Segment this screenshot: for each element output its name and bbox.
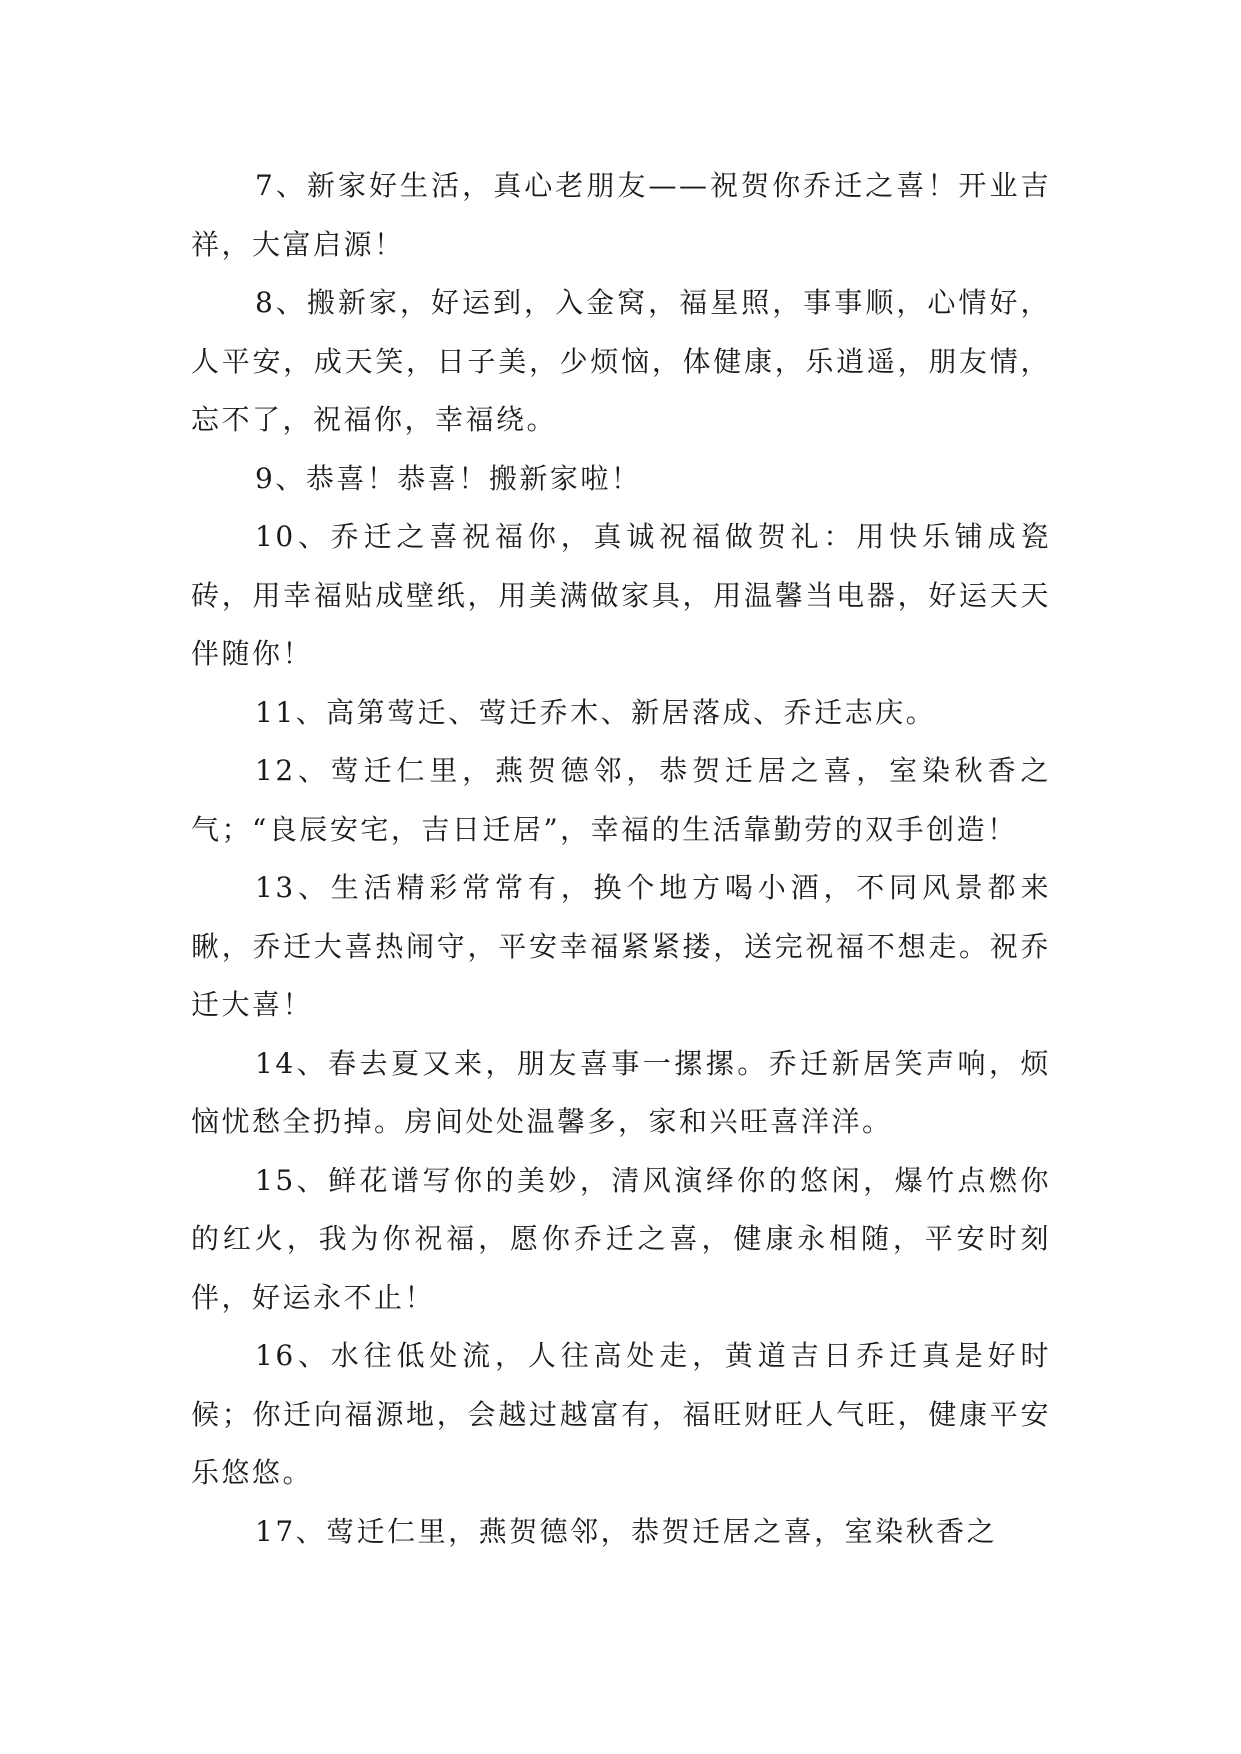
document-body <box>191 157 1051 1561</box>
paragraph-17: 17、莺迁仁里，燕贺德邻，恭贺迁居之喜，室染秋香之 <box>255 1514 998 1548</box>
paragraph-11: 11、高第莺迁、莺迁乔木、新居落成、乔迁志庆。 <box>255 695 937 729</box>
paragraph-10: 10、乔迁之喜祝福你，真诚祝福做贺礼：用快乐铺成瓷砖，用幸福贴成壁纸，用美满做家具，用温馨当电器，好运天天伴随你！ <box>191 520 1051 670</box>
paragraph-12: 12、莺迁仁里，燕贺德邻，恭贺迁居之喜，室染秋香之气；“良辰安宅，吉日迁居”，幸福的生活靠勤劳的双手创造！ <box>191 754 1051 846</box>
paragraph-8: 8、搬新家，好运到，入金窝，福星照，事事顺，心情好，人平安，成天笑，日子美，少烦恼，体健康，乐逍遥，朋友情，忘不了，祝福你，幸福绕。 <box>191 286 1051 436</box>
paragraph-13: 13、生活精彩常常有，换个地方喝小酒，不同风景都来瞅，乔迁大喜热闹守，平安幸福紧紧搂，送完祝福不想走。祝乔迁大喜！ <box>191 871 1051 1021</box>
paragraph-14: 14、春去夏又来，朋友喜事一摞摞。乔迁新居笑声响，烦恼忧愁全扔掉。房间处处温馨多，家和兴旺喜洋洋。 <box>191 1046 1051 1138</box>
paragraph-15: 15、鲜花谱写你的美妙，清风演绎你的悠闲，爆竹点燃你的红火，我为你祝福，愿你乔迁之喜，健康永相随，平安时刻伴，好运永不止！ <box>191 1163 1051 1314</box>
paragraph-9: 9、恭喜！恭喜！搬新家啦！ <box>255 461 642 495</box>
paragraph-16: 16、水往低处流，人往高处走，黄道吉日乔迁真是好时候；你迁向福源地，会越过越富有，福旺财旺人气旺，健康平安乐悠悠。 <box>191 1339 1051 1489</box>
paragraph-7: 7、新家好生活，真心老朋友——祝贺你乔迁之喜！开业吉祥，大富启源！ <box>191 169 1051 261</box>
